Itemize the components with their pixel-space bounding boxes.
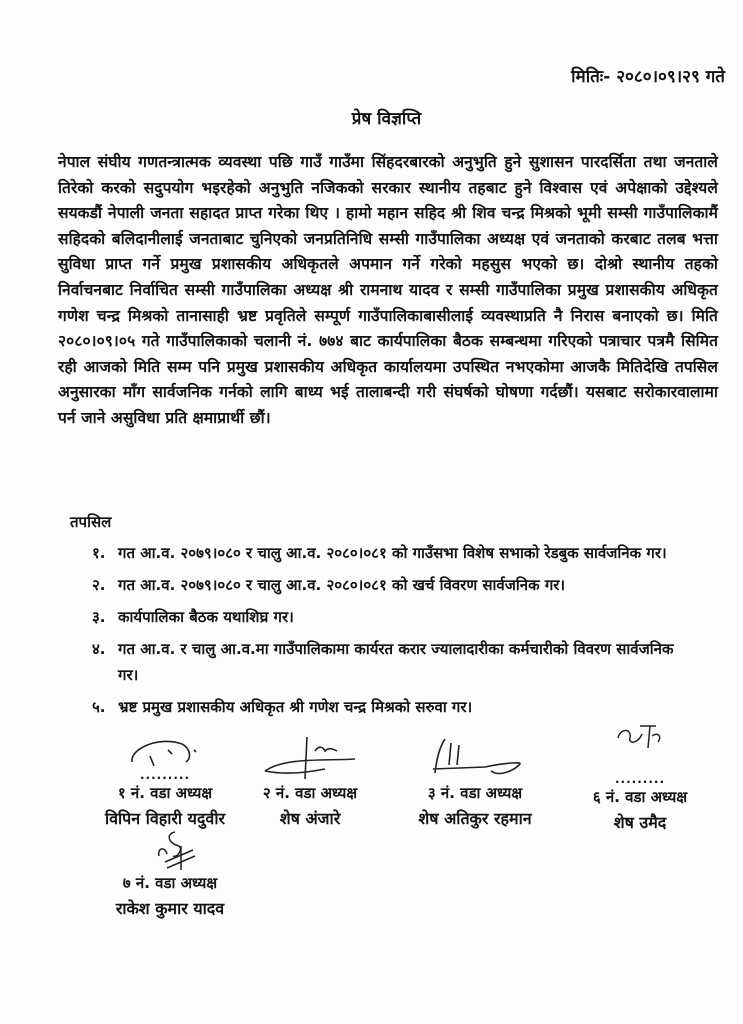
signatory-block [95,828,245,922]
document-title: प्रेष विज्ञप्ति [351,109,422,129]
signatory-role: २ नं. वडा अध्यक्ष [262,784,358,802]
demand-number: २. [92,576,106,594]
signatory-block [570,718,710,836]
demand-list [92,540,682,726]
handwritten-signature [610,718,670,754]
body-paragraph: नेपाल संघीय गणतन्त्रात्मक व्यवस्था पछि गाउँ गाउँमा सिंहदरबारको अनुभुति हुने सुशासन पारदर्सिता तथा जनताले तिरेको करको सदुपयोग भइरहेको अनुभुति नजिकको सरकार स्थानीय तहबाट हुने विश्वास एवं अपेक्षाको उद्देश्यले सयकडौं नेपाली जनता सहादत प्राप्त गरेका थिए । हामो महान सहिद श्री शिव चन्द्र मिश्रको भूमी सम्सी गाउँपालिकामैं सहिदको बलिदानीलाई जनताबाट चुनिएको जनप्रतिनिधि सम्सी गाउँपालिका अध्यक्ष एवं जनताको करबाट तलब भत्ता सुविधा प्राप्त गर्ने प्रमुख प्रशासकीय अधिकृतले अपमान गर्ने गरेको महसुस भएको छ। दोश्रो स्थानीय तहको निर्वाचनबाट निर्वाचित सम्सी गाउँपालिका अध्यक्ष श्री रामनाथ यादव र सम्सी गाउँपालिका प्रमुख प्रशासकीय अधिकृत गणेश चन्द्र मिश्रको तानासाही भ्रष्ट प्रवृतिले सम्पूर्ण गाउँपालिकाबासीलाई व्यवस्थाप्रति नै निरास बनाएको छ। मिति २०८०।०९।०५ गते गाउँपालिकाको चलानी नं. ७७४ बाट कार्यपालिका बैठक सम्बन्धमा गरिएको पत्राचार पत्रमै सिमित रही आजको मिति सम्म पनि प्रमुख प्रशासकीय अधिकृत कार्यालयमा उपस्थित नभएकोमा आजकै मितिदेखि तपसिल अनुसारका माँग सार्वजनिक गर्नको लागि बाध्य भई तालाबन्दी गरी संघर्षको घोषणा गर्दछौं। यसबाट सरोकारवालामा पर्न जाने असुविधा प्रति क्षमाप्रार्थी छौं। [58,153,718,427]
demand-text: गत आ.व. २०७९।०८० र चालु आ.व. २०८०।०८१ को गाउँसभा विशेष सभाको रेडबुक सार्वजनिक गर। [118,544,667,562]
signatory-role: ६ नं. वडा अध्यक्ष [592,788,688,806]
handwritten-signature [415,735,535,780]
signatory-role: १ नं. वडा अध्यक्ष [117,784,213,802]
handwritten-signature [135,828,205,870]
signatory-role: ७ नं. वडा अध्यक्ष [122,874,218,892]
demand-number: ४. [92,640,106,658]
demand-item [92,636,682,688]
demand-item [92,572,682,598]
signatory-name: विपिन विहारी यदुवीर [104,809,226,828]
tapasil-heading: तपसिल [70,513,112,531]
demand-text: भ्रष्ट प्रमुख प्रशासकीय अधिकृत श्री गणेश चन्द्र मिश्रको सरुवा गर। [118,698,473,716]
demand-text: गत आ.व. २०७९।०८० र चालु आ.व. २०८०।०८१ को खर्च विवरण सार्वजनिक गर। [118,576,566,594]
signatory-name: शेष उमैद [613,813,667,832]
handwritten-signature [120,730,210,770]
signatory-name: राकेश कुमार यादव [115,899,225,918]
signatory-name: शेष अतिकुर रहमान [418,809,532,828]
signature-dots: ......... [614,772,666,786]
signatory-block [400,735,550,832]
demand-text: कार्यपालिका बैठक यथाशिघ्र गर। [118,608,294,626]
demand-number: १. [92,544,106,562]
demand-number: ३. [92,608,106,626]
signatory-role: ३ नं. वडा अध्यक्ष [427,784,523,802]
signature-dots: ......... [139,768,191,782]
signatory-name: शेष अंजारे [279,809,341,828]
demand-item [92,694,682,720]
signatory-block [70,730,260,832]
demand-number: ५. [92,698,106,716]
signatory-block [245,735,375,832]
handwritten-signature [255,735,365,780]
demand-item [92,604,682,630]
date-line: मितिः- २०८०।०९।२९ गते [571,67,725,87]
demand-text: गत आ.व. र चालु आ.व.मा गाउँपालिकामा कार्यरत करार ज्यालादारीका कर्मचारीको विवरण सार्वजनिक गर। [118,640,674,684]
demand-item [92,540,682,566]
